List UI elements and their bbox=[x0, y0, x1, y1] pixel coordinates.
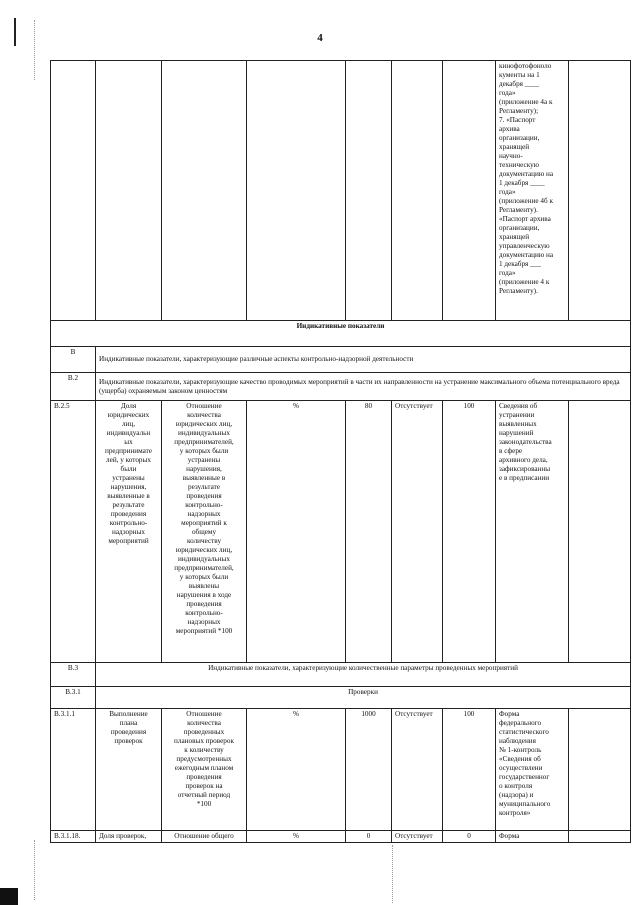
row-code: В.3.1.18. bbox=[51, 831, 96, 843]
source-cell: Форма bbox=[496, 831, 569, 843]
table-row bbox=[51, 401, 631, 663]
max-cell: 0 bbox=[443, 831, 496, 843]
table-row bbox=[51, 831, 631, 843]
target-cell: 1000 bbox=[346, 709, 392, 831]
row-group-text: Индикативные показатели, характеризующие количественные параметры проведенных мероприятий bbox=[96, 663, 631, 687]
unit-cell: % bbox=[247, 401, 346, 663]
note-cell bbox=[569, 401, 631, 663]
max-cell: 100 bbox=[443, 401, 496, 663]
formula-cell bbox=[162, 401, 247, 663]
continuation-row bbox=[51, 61, 631, 321]
continuation-cell-note bbox=[569, 61, 631, 321]
indicator-formula: Отношение общего bbox=[162, 831, 247, 843]
source-cell bbox=[496, 401, 569, 663]
indicators-table bbox=[50, 60, 631, 843]
target-cell: 80 bbox=[346, 401, 392, 663]
indicator-name-cell bbox=[96, 709, 162, 831]
indicator-source: Сведения об устранении выявленных нарушений законодательства в сфере архивного дела, зафиксированны е в предписании bbox=[499, 402, 552, 482]
continuation-cell-threshold bbox=[392, 61, 443, 321]
continuation-cell-formula bbox=[162, 61, 247, 321]
row-code: В.3 bbox=[51, 663, 96, 687]
threshold-cell: Отсутствует bbox=[392, 709, 443, 831]
indicator-name: Доля проверок, bbox=[96, 831, 162, 843]
note-cell bbox=[569, 831, 631, 843]
row-group-text: Индикативные показатели, характеризующие различные аспекты контрольно-надзорной деятельности bbox=[96, 347, 631, 373]
table-row bbox=[51, 663, 631, 687]
row-code: В.3.1.1 bbox=[51, 709, 96, 831]
note-cell bbox=[569, 709, 631, 831]
table-row bbox=[51, 709, 631, 831]
indicator-name: Выполнение плана проведения проверок bbox=[109, 710, 148, 745]
scan-artifact-line bbox=[34, 20, 35, 80]
row-code: В.2.5 bbox=[51, 401, 96, 663]
threshold-cell: Отсутствует bbox=[392, 401, 443, 663]
scan-artifact-line bbox=[392, 845, 393, 903]
indicator-source: Форма федерального статистического наблюдения № 1-контроль «Сведения об осуществлени государственног о контроля (надзора) и муниципального контроля» bbox=[499, 710, 551, 817]
row-code: В.3.1 bbox=[51, 687, 96, 709]
continuation-source-text: кинофотофоноло кументы на 1 декабря ____ года» (приложение 4а к Регламенту); 7. «Паспорт архива организации, хранящей научно- техническую документацию на 1 декабря ____ года» (приложение 4б к Регламенту). «Паспорт архива организации, хранящей управленческую документацию на 1 декабря ___ года» (приложение 4 к Регламенту). bbox=[499, 62, 554, 295]
scan-corner-mark bbox=[0, 888, 18, 905]
continuation-cell-max bbox=[443, 61, 496, 321]
scan-artifact-line bbox=[34, 840, 35, 900]
row-code: В bbox=[51, 347, 96, 373]
continuation-cell-code bbox=[51, 61, 96, 321]
max-cell: 100 bbox=[443, 709, 496, 831]
row-group-text: Индикативные показатели, характеризующие качество проводимых мероприятий в части их направленности на устранение максимального объема потенциального вреда (ущерба) охраняемым законом ценностям bbox=[96, 373, 631, 401]
continuation-cell-target bbox=[346, 61, 392, 321]
section-header: Индикативные показатели bbox=[51, 321, 631, 347]
indicator-formula: Отношение количества проведенных плановых проверок к количеству предусмотренных ежегодным планом проведения проверок на отчетный период *100 bbox=[174, 710, 234, 808]
table-row bbox=[51, 687, 631, 709]
unit-cell: % bbox=[247, 709, 346, 831]
row-group-text: Проверки bbox=[96, 687, 631, 709]
source-cell bbox=[496, 709, 569, 831]
target-cell: 0 bbox=[346, 831, 392, 843]
continuation-cell-unit bbox=[247, 61, 346, 321]
page-number: 4 bbox=[317, 32, 323, 44]
unit-cell: % bbox=[247, 831, 346, 843]
table-row bbox=[51, 347, 631, 373]
indicator-name-cell bbox=[96, 401, 162, 663]
continuation-cell-name bbox=[96, 61, 162, 321]
threshold-cell: Отсутствует bbox=[392, 831, 443, 843]
indicator-name: Доля юридических лиц, индивидуальн ых предпринимате лей, у которых были устранены нарушения, выявленные в результате проведения контрольно- надзорных мероприятий bbox=[104, 402, 152, 545]
indicator-formula: Отношение количества юридических лиц, индивидуальных предпринимателей, у которых были устранены нарушения, выявленные в результате проведения контрольно- надзорных мероприятий к общему количеству юридических лиц, индивидуальных предпринимателей, у которых были выявлены нарушения в ходе проведения контрольно- надзорных мероприятий *100 bbox=[174, 402, 234, 635]
table-row bbox=[51, 373, 631, 401]
row-code: В.2 bbox=[51, 373, 96, 401]
continuation-cell-source bbox=[496, 61, 569, 321]
section-header-row bbox=[51, 321, 631, 347]
formula-cell bbox=[162, 709, 247, 831]
